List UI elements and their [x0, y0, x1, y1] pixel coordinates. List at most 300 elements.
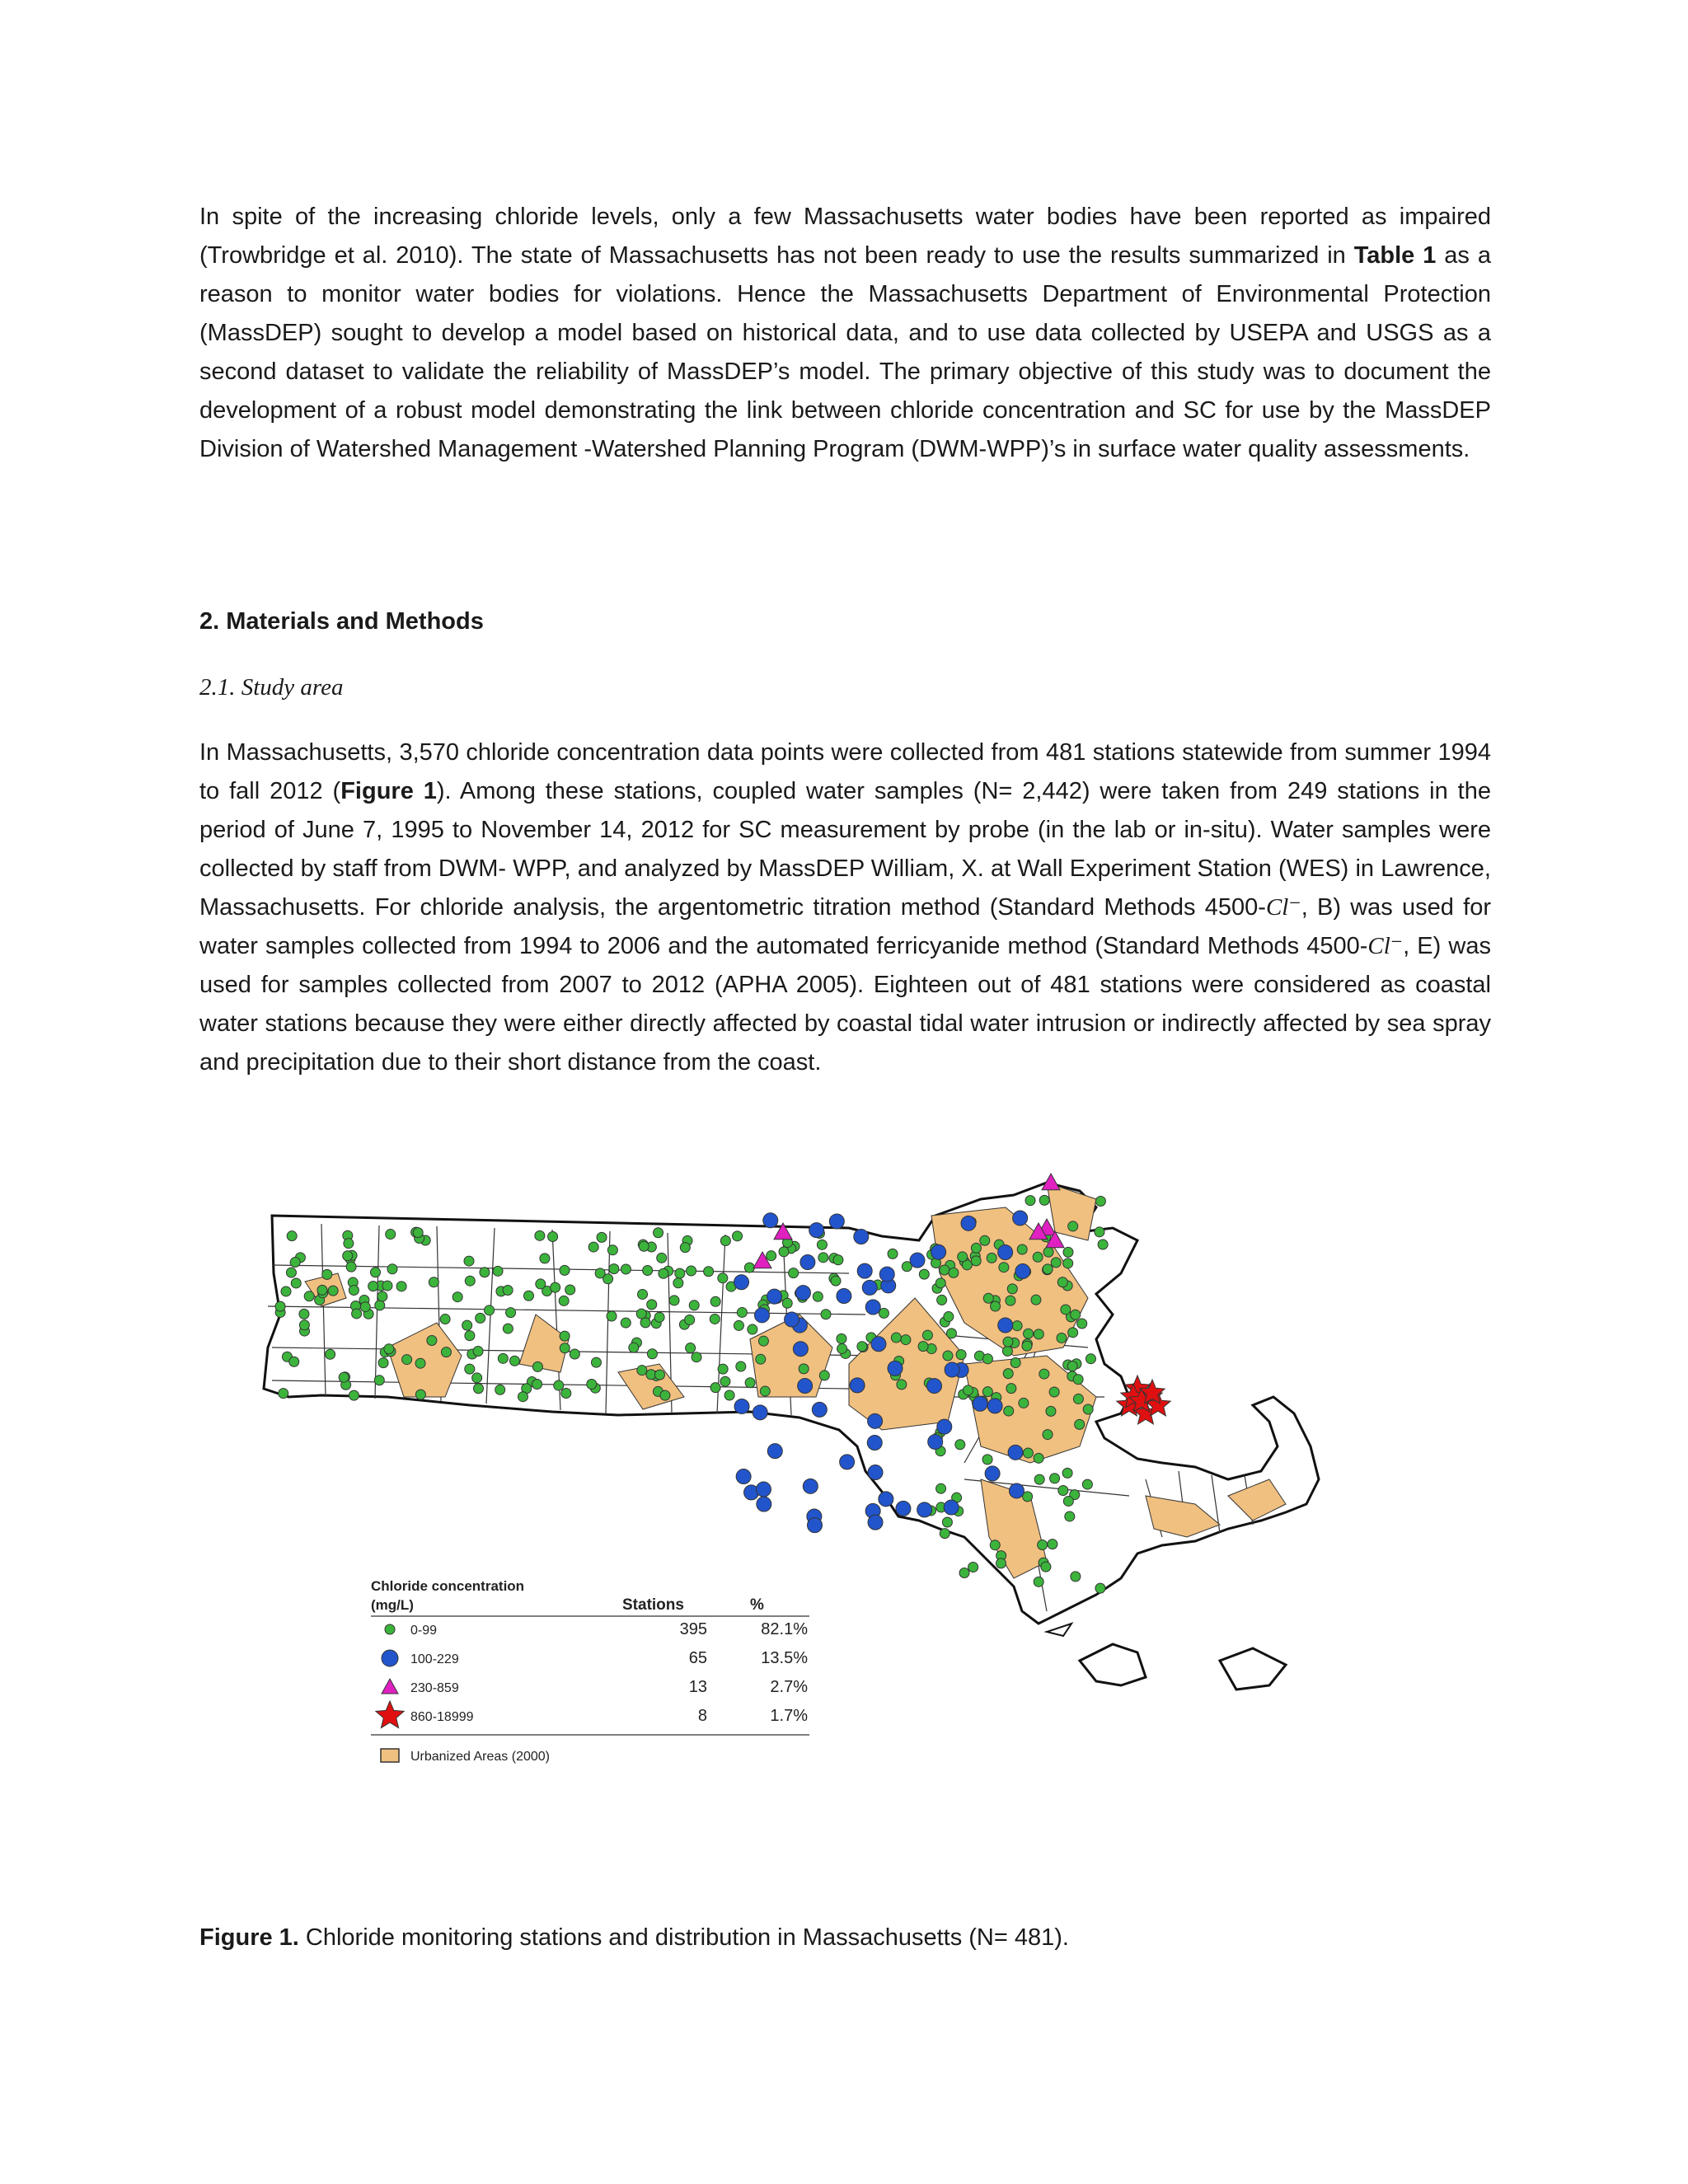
station-0-99 — [1024, 1329, 1034, 1338]
station-0-99 — [509, 1356, 519, 1366]
station-100-229 — [809, 1223, 824, 1238]
legend-percent: 2.7% — [770, 1678, 808, 1696]
station-0-99 — [946, 1329, 956, 1338]
figure-caption-text: Chloride monitoring stations and distribution in Massachusetts (N= 481). — [298, 1924, 1069, 1951]
station-0-99 — [349, 1390, 359, 1400]
station-0-99 — [704, 1267, 714, 1277]
station-0-99 — [1033, 1252, 1043, 1262]
station-0-99 — [983, 1293, 993, 1303]
station-0-99 — [639, 1241, 649, 1251]
station-0-99 — [561, 1388, 571, 1398]
station-0-99 — [396, 1282, 406, 1291]
station-100-229 — [944, 1500, 959, 1515]
station-0-99 — [595, 1268, 605, 1278]
station-0-99 — [1043, 1247, 1053, 1257]
marthas-vineyard — [1080, 1644, 1146, 1685]
station-100-229 — [785, 1312, 799, 1327]
station-0-99 — [462, 1320, 472, 1330]
station-0-99 — [291, 1278, 301, 1288]
station-0-99 — [1025, 1196, 1035, 1206]
station-0-99 — [919, 1269, 929, 1279]
station-0-99 — [382, 1281, 392, 1291]
legend-symbol-230-859 — [382, 1679, 398, 1694]
station-0-99 — [673, 1278, 683, 1288]
station-0-99 — [465, 1364, 475, 1374]
station-0-99 — [736, 1361, 746, 1371]
station-100-229 — [757, 1497, 771, 1511]
station-0-99 — [289, 1357, 299, 1366]
station-0-99 — [819, 1371, 829, 1380]
station-0-99 — [999, 1263, 1009, 1272]
station-100-229 — [961, 1216, 976, 1230]
urbanized-swatch — [381, 1749, 399, 1762]
station-0-99 — [1083, 1404, 1093, 1414]
study-text-1: In Massachusetts, 3,570 chloride concentration data points were collected from 481 stations statewide from summer 1994 to fall 2012 ( — [199, 739, 1491, 804]
station-0-99 — [346, 1262, 356, 1272]
station-100-229 — [867, 1436, 882, 1451]
station-0-99 — [1041, 1562, 1051, 1572]
station-0-99 — [440, 1315, 450, 1324]
station-0-99 — [718, 1364, 728, 1374]
station-0-99 — [1073, 1375, 1083, 1385]
station-0-99 — [637, 1366, 647, 1376]
station-0-99 — [485, 1305, 495, 1315]
station-100-229 — [767, 1444, 782, 1459]
station-0-99 — [1051, 1258, 1061, 1268]
station-0-99 — [685, 1315, 695, 1325]
station-0-99 — [1004, 1406, 1014, 1416]
station-0-99 — [955, 1440, 965, 1450]
station-0-99 — [1039, 1369, 1049, 1379]
station-0-99 — [891, 1333, 901, 1343]
station-0-99 — [737, 1307, 747, 1317]
station-0-99 — [1012, 1321, 1022, 1331]
station-100-229 — [879, 1267, 894, 1282]
station-0-99 — [535, 1230, 545, 1240]
station-100-229 — [865, 1300, 880, 1315]
station-100-229 — [793, 1342, 808, 1357]
station-0-99 — [473, 1384, 483, 1394]
station-0-99 — [990, 1540, 1000, 1550]
station-0-99 — [720, 1236, 730, 1246]
station-100-229 — [854, 1230, 869, 1244]
station-0-99 — [375, 1301, 385, 1310]
station-0-99 — [654, 1370, 664, 1380]
station-100-229 — [868, 1413, 883, 1428]
station-0-99 — [996, 1558, 1006, 1568]
legend-symbol-0-99 — [385, 1624, 395, 1634]
station-100-229 — [837, 1289, 851, 1304]
station-0-99 — [413, 1228, 423, 1238]
study-text-2: ). Among these stations, coupled water samples (N= 2,442) were taken from 249 stations in the period of June 7, 1995 to November 14, 2012 for SC measurement by probe (in the lab or in-situ). Water samples were collected by staff from DWM- WPP, and analyzed by MassDEP William, X. at Wall Experiment Station (WES) in Lawrence, Massachusetts. For chloride analysis, the argentometric titration method (Standard Methods 4500- — [199, 778, 1491, 921]
station-0-99 — [495, 1385, 505, 1394]
station-0-99 — [987, 1253, 996, 1263]
station-0-99 — [710, 1314, 720, 1324]
legend-stations: 8 — [697, 1707, 707, 1725]
station-0-99 — [657, 1253, 667, 1263]
station-100-229 — [868, 1515, 883, 1530]
station-0-99 — [1002, 1346, 1012, 1356]
station-0-99 — [1034, 1453, 1043, 1463]
station-0-99 — [279, 1389, 288, 1399]
station-0-99 — [1075, 1419, 1085, 1429]
station-0-99 — [1010, 1358, 1020, 1368]
station-0-99 — [565, 1285, 575, 1295]
station-0-99 — [692, 1352, 701, 1362]
legend-percent: 1.7% — [770, 1707, 808, 1725]
station-0-99 — [1006, 1296, 1015, 1305]
station-0-99 — [559, 1296, 569, 1305]
station-0-99 — [503, 1286, 513, 1296]
station-0-99 — [1071, 1572, 1081, 1582]
station-0-99 — [687, 1266, 696, 1276]
station-0-99 — [1095, 1227, 1104, 1237]
station-100-229 — [800, 1255, 815, 1270]
intro-text-2: as a reason to monitor water bodies for violations. Hence the Massachusetts Department of Environmental Protection (MassDEP) sought to develop a model based on historical data, and to use data collected by USEPA and USGS as a second dataset to validate the reliability of MassDEP’s model. The primary objective of this study was to document the development of a robust model demonstrating the link between chloride concentration and SC for use by the MassDEP Division of Watershed Management -Watershed Planning Program (DWM-WPP)’s in surface water quality assessments. — [199, 242, 1491, 462]
station-100-229 — [871, 1337, 886, 1352]
station-0-99 — [821, 1310, 831, 1319]
station-0-99 — [374, 1376, 384, 1385]
station-0-99 — [733, 1231, 743, 1241]
station-0-99 — [1038, 1540, 1048, 1550]
station-0-99 — [402, 1355, 412, 1365]
elizabeth-islands — [1047, 1624, 1071, 1636]
station-0-99 — [1049, 1387, 1059, 1397]
station-0-99 — [621, 1318, 631, 1328]
station-0-99 — [532, 1361, 542, 1371]
legend-range: 230-859 — [410, 1681, 459, 1695]
station-0-99 — [944, 1312, 954, 1322]
station-100-229 — [917, 1502, 932, 1517]
station-0-99 — [935, 1278, 945, 1288]
station-0-99 — [493, 1266, 503, 1276]
station-0-99 — [767, 1251, 776, 1261]
station-0-99 — [1003, 1369, 1013, 1379]
station-0-99 — [1046, 1406, 1056, 1416]
section-heading: 2. Materials and Methods — [199, 608, 484, 635]
station-0-99 — [734, 1320, 743, 1330]
station-100-229 — [1013, 1211, 1028, 1226]
station-0-99 — [1063, 1258, 1073, 1268]
station-0-99 — [560, 1265, 570, 1275]
station-0-99 — [275, 1301, 285, 1311]
station-0-99 — [636, 1309, 646, 1319]
legend-range: 100-229 — [410, 1652, 459, 1666]
station-0-99 — [1043, 1264, 1053, 1274]
station-0-99 — [748, 1324, 757, 1334]
legend-title-line2: (mg/L) — [371, 1597, 414, 1613]
station-0-99 — [1034, 1329, 1043, 1339]
station-0-99 — [654, 1228, 663, 1238]
station-0-99 — [328, 1286, 338, 1296]
station-0-99 — [643, 1266, 653, 1276]
station-100-229 — [945, 1362, 959, 1377]
station-0-99 — [857, 1342, 867, 1352]
station-100-229 — [736, 1469, 751, 1484]
station-0-99 — [317, 1285, 327, 1295]
station-0-99 — [343, 1251, 353, 1261]
map-legend — [371, 1578, 809, 1764]
station-0-99 — [689, 1301, 699, 1310]
station-0-99 — [958, 1252, 968, 1262]
station-0-99 — [1067, 1361, 1077, 1371]
station-0-99 — [1061, 1305, 1071, 1315]
station-0-99 — [1085, 1354, 1095, 1364]
station-100-229 — [862, 1280, 877, 1295]
station-0-99 — [1068, 1328, 1078, 1338]
station-0-99 — [971, 1256, 981, 1266]
station-0-99 — [378, 1358, 388, 1368]
station-0-99 — [971, 1243, 981, 1253]
station-0-99 — [551, 1282, 560, 1292]
station-0-99 — [980, 1235, 990, 1245]
station-0-99 — [789, 1268, 799, 1278]
station-0-99 — [943, 1351, 953, 1361]
station-0-99 — [370, 1268, 380, 1277]
station-0-99 — [591, 1357, 601, 1367]
station-0-99 — [1043, 1430, 1053, 1440]
urbanized-label: Urbanized Areas (2000) — [410, 1750, 550, 1764]
station-0-99 — [756, 1354, 766, 1364]
station-0-99 — [286, 1268, 296, 1277]
station-0-99 — [1068, 1221, 1078, 1231]
legend-symbol-100-229 — [382, 1650, 398, 1666]
legend-stations: 65 — [688, 1649, 707, 1667]
legend-col-stations: Stations — [622, 1596, 684, 1614]
station-0-99 — [1034, 1577, 1043, 1586]
figure-caption — [199, 1924, 1069, 1952]
station-0-99 — [991, 1301, 1001, 1311]
station-100-229 — [928, 1434, 943, 1449]
station-0-99 — [429, 1277, 438, 1287]
station-230-859 — [1042, 1174, 1060, 1190]
station-100-229 — [767, 1289, 782, 1304]
station-0-99 — [1050, 1474, 1060, 1483]
station-0-99 — [360, 1302, 370, 1312]
station-0-99 — [680, 1243, 690, 1253]
study-text-4: , E) was used for samples collected from 2007 to 2012 (APHA 2005). Eighteen out of 481 stations were considered as coastal water stations because they were either directly affected by coastal tidal water intrusion or indirectly affected by sea spray and precipitation due to their short distance from the coast. — [199, 933, 1491, 1076]
station-100-229 — [803, 1479, 818, 1493]
station-0-99 — [588, 1242, 598, 1252]
station-0-99 — [659, 1268, 668, 1278]
station-100-229 — [734, 1399, 749, 1413]
station-0-99 — [718, 1273, 728, 1283]
station-100-229 — [937, 1419, 952, 1434]
station-0-99 — [982, 1455, 992, 1465]
station-100-229 — [1009, 1483, 1024, 1498]
station-0-99 — [710, 1296, 720, 1306]
station-0-99 — [554, 1380, 564, 1390]
station-100-229 — [840, 1455, 855, 1469]
station-0-99 — [1017, 1244, 1027, 1254]
station-0-99 — [831, 1276, 841, 1286]
station-0-99 — [782, 1298, 792, 1308]
station-0-99 — [686, 1343, 696, 1353]
station-0-99 — [897, 1380, 907, 1390]
station-0-99 — [607, 1245, 617, 1255]
station-0-99 — [523, 1291, 533, 1301]
station-0-99 — [1057, 1277, 1067, 1287]
station-0-99 — [473, 1346, 483, 1356]
legend-range: 860-18999 — [410, 1710, 474, 1724]
station-100-229 — [1008, 1445, 1023, 1460]
legend-percent: 82.1% — [761, 1620, 808, 1638]
station-0-99 — [1065, 1511, 1075, 1521]
station-0-99 — [760, 1386, 770, 1396]
station-100-229 — [868, 1465, 883, 1480]
station-0-99 — [560, 1331, 570, 1341]
intro-text-1: In spite of the increasing chloride levels, only a few Massachusetts water bodies have been reported as impaired (Trowbridge et al. 2010). The state of Massachusetts has not been ready to use the results summarized in — [199, 204, 1491, 269]
station-0-99 — [937, 1295, 947, 1305]
study-text-3: , B) was used for water samples collected from 1994 to 2006 and the automated ferricyanide method (Standard Methods 4500- — [199, 894, 1492, 959]
station-0-99 — [660, 1390, 670, 1400]
station-0-99 — [498, 1353, 508, 1363]
station-0-99 — [675, 1268, 685, 1278]
station-0-99 — [532, 1380, 542, 1390]
station-0-99 — [1039, 1195, 1049, 1205]
station-0-99 — [560, 1343, 570, 1353]
station-0-99 — [607, 1311, 617, 1321]
station-0-99 — [949, 1268, 959, 1277]
station-0-99 — [959, 1568, 969, 1578]
station-100-229 — [973, 1396, 987, 1411]
station-0-99 — [654, 1312, 664, 1322]
station-0-99 — [518, 1392, 528, 1402]
station-0-99 — [503, 1324, 513, 1333]
station-0-99 — [1031, 1295, 1041, 1305]
station-0-99 — [982, 1387, 992, 1397]
station-0-99 — [1095, 1196, 1105, 1206]
station-0-99 — [638, 1289, 648, 1299]
station-0-99 — [1071, 1310, 1081, 1319]
station-100-229 — [896, 1501, 911, 1516]
station-0-99 — [415, 1358, 425, 1368]
station-0-99 — [1023, 1448, 1033, 1458]
station-0-99 — [901, 1335, 911, 1345]
station-0-99 — [1073, 1394, 1083, 1404]
legend-range: 0-99 — [410, 1624, 438, 1638]
station-100-229 — [829, 1214, 844, 1229]
station-0-99 — [1098, 1240, 1108, 1249]
station-100-229 — [850, 1378, 865, 1393]
station-0-99 — [837, 1333, 846, 1343]
station-0-99 — [452, 1292, 462, 1302]
station-100-229 — [931, 1244, 946, 1259]
station-0-99 — [956, 1350, 966, 1360]
station-0-99 — [570, 1349, 579, 1359]
station-0-99 — [710, 1383, 720, 1393]
station-0-99 — [744, 1263, 754, 1272]
station-0-99 — [1048, 1540, 1057, 1549]
station-0-99 — [339, 1372, 349, 1382]
station-0-99 — [352, 1309, 362, 1319]
massachusetts-map-figure — [223, 1150, 1467, 1891]
station-100-229 — [879, 1492, 893, 1507]
legend-stations: 395 — [679, 1620, 707, 1638]
station-0-99 — [1077, 1319, 1087, 1329]
station-100-229 — [910, 1253, 925, 1268]
chloride-symbol: Cl⁻ — [1367, 933, 1404, 959]
intro-paragraph — [199, 198, 1491, 469]
station-0-99 — [299, 1320, 309, 1330]
station-0-99 — [936, 1483, 946, 1493]
station-0-99 — [1034, 1474, 1044, 1484]
station-0-99 — [833, 1255, 843, 1265]
station-0-99 — [818, 1253, 828, 1263]
station-0-99 — [940, 1265, 950, 1275]
station-0-99 — [779, 1247, 789, 1257]
legend-rows — [376, 1620, 808, 1728]
station-0-99 — [1062, 1468, 1072, 1478]
study-area-paragraph — [199, 733, 1491, 1082]
station-100-229 — [888, 1361, 903, 1376]
station-100-229 — [795, 1286, 810, 1301]
station-0-99 — [799, 1364, 809, 1374]
table-1-reference: Table 1 — [1353, 242, 1437, 269]
station-0-99 — [1095, 1583, 1105, 1593]
station-0-99 — [597, 1232, 607, 1242]
station-0-99 — [465, 1331, 475, 1341]
station-0-99 — [745, 1378, 755, 1388]
station-0-99 — [368, 1282, 378, 1291]
station-100-229 — [753, 1405, 767, 1420]
station-0-99 — [813, 1291, 823, 1301]
station-0-99 — [464, 1256, 474, 1266]
legend-stations: 13 — [688, 1678, 707, 1696]
station-0-99 — [465, 1276, 475, 1286]
station-100-229 — [857, 1263, 872, 1278]
station-0-99 — [817, 1240, 827, 1249]
station-100-229 — [798, 1379, 813, 1394]
station-0-99 — [647, 1300, 657, 1310]
station-0-99 — [290, 1258, 300, 1268]
station-0-99 — [629, 1343, 639, 1352]
station-0-99 — [1019, 1398, 1029, 1408]
station-0-99 — [384, 1344, 394, 1354]
chloride-symbol: Cl⁻ — [1265, 894, 1301, 921]
legend-percent: 13.5% — [761, 1649, 808, 1667]
station-0-99 — [1058, 1485, 1068, 1495]
station-0-99 — [344, 1239, 354, 1249]
station-0-99 — [1063, 1496, 1073, 1506]
station-100-229 — [807, 1518, 822, 1533]
station-0-99 — [281, 1286, 291, 1296]
legend-col-percent: % — [750, 1596, 764, 1614]
station-0-99 — [1003, 1337, 1013, 1347]
station-0-99 — [669, 1296, 679, 1305]
station-0-99 — [609, 1264, 619, 1274]
figure-caption-label: Figure 1. — [199, 1924, 299, 1951]
station-0-99 — [287, 1231, 297, 1241]
station-0-99 — [326, 1349, 335, 1359]
nantucket — [1220, 1648, 1286, 1690]
station-0-99 — [349, 1286, 359, 1296]
station-100-229 — [1015, 1264, 1030, 1279]
station-0-99 — [720, 1376, 730, 1386]
station-100-229 — [763, 1213, 778, 1228]
station-100-229 — [985, 1466, 1000, 1481]
station-0-99 — [640, 1318, 650, 1328]
station-0-99 — [587, 1379, 597, 1389]
station-0-99 — [1082, 1479, 1092, 1489]
station-100-229 — [734, 1275, 749, 1290]
station-0-99 — [879, 1308, 889, 1318]
station-0-99 — [441, 1347, 451, 1357]
station-0-99 — [427, 1336, 437, 1346]
legend-title-line1: Chloride concentration — [371, 1578, 525, 1594]
station-0-99 — [415, 1390, 425, 1399]
station-0-99 — [299, 1309, 309, 1319]
